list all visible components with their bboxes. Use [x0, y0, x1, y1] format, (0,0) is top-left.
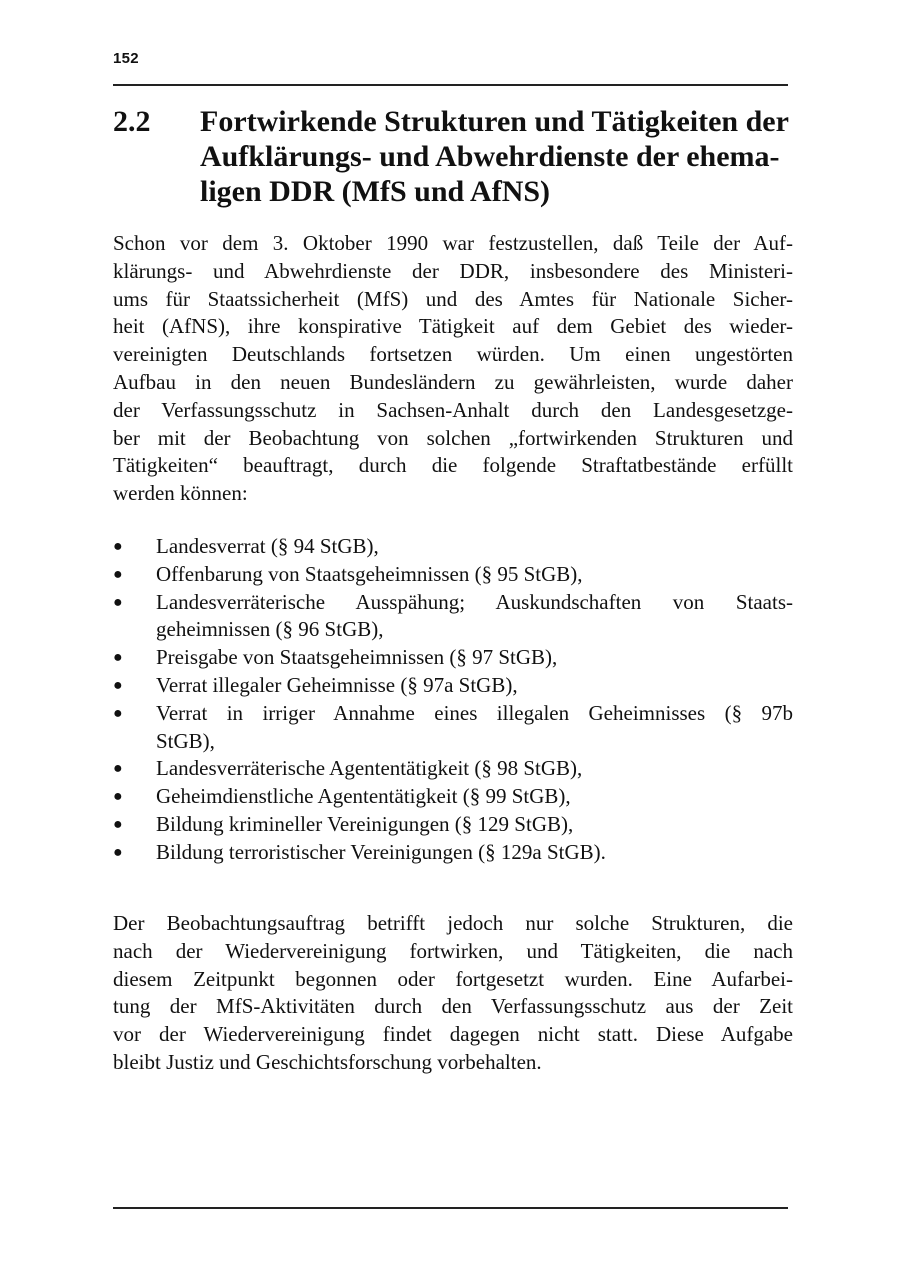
intro-line: klärungs- und Abwehrdienste der DDR, insbesondere des Ministeri-: [113, 258, 793, 283]
page-number: 152: [113, 50, 139, 67]
closing-line: nach der Wiedervereinigung fortwirken, und Tätigkeiten, die nach: [113, 938, 793, 963]
section-title-line: Fortwirkende Strukturen und Tätigkeiten der: [200, 105, 789, 138]
list-item-text: Verrat in irriger Annahme eines illegalen Geheimnisses (§ 97b: [156, 700, 793, 725]
intro-line: werden können:: [113, 481, 248, 506]
closing-paragraph: [113, 910, 793, 1077]
bullet-icon: ●: [113, 815, 123, 833]
list-item: [113, 839, 793, 867]
list-item-text: Offenbarung von Staatsgeheimnissen (§ 95 StGB),: [156, 561, 583, 586]
list-item-text: Bildung terroristischer Vereinigungen (§ 129a StGB).: [156, 839, 606, 864]
list-item: [113, 672, 793, 700]
list-item: [113, 533, 793, 561]
intro-line: der Verfassungsschutz in Sachsen-Anhalt durch den Landesgesetzge-: [113, 397, 793, 422]
header-rule: [113, 84, 788, 86]
closing-line: vor der Wiedervereinigung findet dagegen nicht statt. Diese Aufgabe: [113, 1022, 793, 1047]
bullet-icon: ●: [113, 649, 123, 667]
list-item: [113, 644, 793, 672]
list-item-text: Bildung krimineller Vereinigungen (§ 129 StGB),: [156, 811, 574, 836]
closing-line: diesem Zeitpunkt begonnen oder fortgesetzt wurden. Eine Aufarbei-: [113, 966, 793, 991]
section-title-line: ligen DDR (MfS und AfNS): [200, 175, 551, 208]
intro-line: ums für Staatssicherheit (MfS) und des Amtes für Nationale Sicher-: [113, 286, 793, 311]
list-item: [113, 561, 793, 589]
list-item-text: StGB),: [156, 728, 215, 753]
list-item: [113, 755, 793, 783]
bullet-icon: ●: [113, 704, 123, 722]
bullet-icon: ●: [113, 760, 123, 778]
list-item-text: Verrat illegaler Geheimnisse (§ 97a StGB),: [156, 672, 518, 697]
intro-paragraph: [113, 230, 793, 508]
intro-line: Schon vor dem 3. Oktober 1990 war festzustellen, daß Teile der Auf-: [113, 231, 793, 255]
list-item-text: Landesverräterische Ausspähung; Auskundschaften von Staats-: [156, 589, 793, 614]
list-item: [113, 700, 793, 756]
list-item-text: Landesverrat (§ 94 StGB),: [156, 534, 379, 558]
list-item-text: Geheimdienstliche Agententätigkeit (§ 99 StGB),: [156, 784, 571, 809]
section-title: [200, 104, 795, 209]
bullet-icon: ●: [113, 676, 123, 694]
footer-rule: [113, 1207, 788, 1209]
bullet-icon: ●: [113, 843, 123, 861]
intro-line: heit (AfNS), ihre konspirative Tätigkeit auf dem Gebiet des wieder-: [113, 314, 793, 339]
closing-line: bleibt Justiz und Geschichtsforschung vorbehalten.: [113, 1049, 542, 1074]
section-number: 2.2: [113, 105, 151, 138]
intro-line: vereinigten Deutschlands fortsetzen würden. Um einen ungestörten: [113, 342, 793, 367]
list-item: [113, 783, 793, 811]
closing-line: Der Beobachtungsauftrag betrifft jedoch nur solche Strukturen, die: [113, 911, 793, 935]
intro-line: Tätigkeiten“ beauftragt, durch die folgende Straftatbestände erfüllt: [113, 453, 793, 478]
list-item-text: Landesverräterische Agententätigkeit (§ 98 StGB),: [156, 756, 583, 781]
bullet-icon: ●: [113, 538, 123, 555]
bullet-icon: ●: [113, 565, 123, 583]
intro-line: Aufbau in den neuen Bundesländern zu gewährleisten, wurde daher: [113, 369, 793, 394]
offense-list: [113, 533, 793, 867]
list-item: [113, 811, 793, 839]
bullet-icon: ●: [113, 593, 123, 611]
closing-line: tung der MfS-Aktivitäten durch den Verfassungsschutz aus der Zeit: [113, 994, 793, 1019]
list-item: [113, 589, 793, 645]
intro-line: ber mit der Beobachtung von solchen „fortwirkenden Strukturen und: [113, 425, 793, 450]
list-item-text: Preisgabe von Staatsgeheimnissen (§ 97 StGB),: [156, 645, 558, 670]
section-title-line: Aufklärungs- und Abwehrdienste der ehema-: [200, 140, 780, 173]
bullet-icon: ●: [113, 788, 123, 806]
list-item-text: geheimnissen (§ 96 StGB),: [156, 617, 384, 642]
